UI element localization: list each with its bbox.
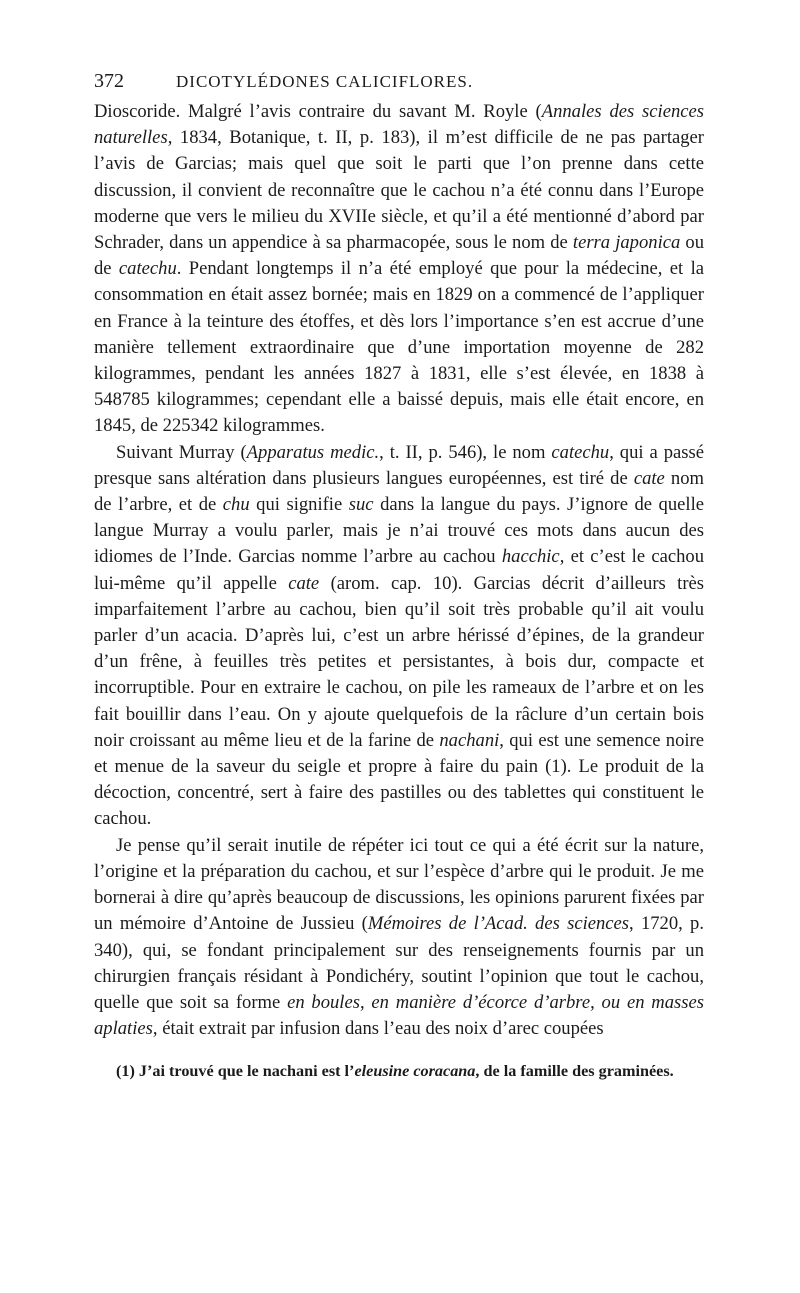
text-run: ou de: [94, 232, 704, 280]
italic-text: cate: [288, 572, 320, 594]
text-run: , de la famille des graminées.: [475, 1062, 674, 1081]
italic-text: catechu: [551, 441, 610, 463]
italic-text: Mémoires de l’Acad. des sciences: [367, 913, 630, 935]
text-run: Suivant Murray (: [116, 441, 247, 463]
text-run: Dioscoride. Malgré l’avis contraire du savant M. Royle (: [94, 101, 542, 122]
italic-text: en manière d’écorce d’arbre: [371, 991, 591, 1013]
text-run: dans la langue du pays. J’ignore de quelle langue Murray a voulu parler, mais je n’ai trouvé ces mots dans aucun des idiomes de l’Inde. Garcias nomme l’arbre au cachou: [94, 494, 704, 568]
text-run: ,: [590, 991, 602, 1013]
text-run: , 1834, Botanique, t. II, p. 183), il m’est difficile de ne pas partager l’avis de Garcias; mais quel que soit le parti que l’on prenne dans cette discussion, il convient de reconnaître que le cachou n’a été connu dans l’Europe moderne que vers le milieu du XVIIe siècle, et qu’il a été mentionné d’abord par Schrader, dans un appendice à sa pharmacopée, sous le nom de: [94, 127, 704, 254]
italic-text: catechu: [118, 258, 177, 280]
page-header: [94, 70, 704, 93]
text-run: , qui est une semence noire et menue de la saveur du seigle et propre à faire du pain (1). Le produit de la décoction, concentré, sert à faire des pastilles ou des tablettes qui constituent le cachou.: [94, 729, 704, 830]
italic-text: suc: [348, 494, 374, 516]
running-title: DICOTYLÉDONES CALICIFLORES.: [176, 72, 474, 91]
paragraph-1: [94, 99, 704, 440]
paragraph-2: [94, 440, 704, 833]
text-run: Je pense qu’il serait inutile de répéter ici tout ce qui a été écrit sur la nature, l’origine et la préparation du cachou, et sur l’espèce d’arbre qui le produit. Je me bornerai à dire qu’après beaucoup de discussions, les opinions parurent fixées par un mémoire d’Antoine de Jussieu (: [94, 834, 704, 935]
italic-text: ou en masses aplaties: [94, 991, 704, 1040]
italic-text: cate: [633, 467, 665, 489]
text-run: nom de l’arbre, et de: [94, 467, 704, 516]
text-run: ,: [359, 991, 372, 1013]
italic-text: hacchic: [501, 546, 560, 568]
footnote: [94, 1060, 704, 1082]
text-run: , qui a passé presque sans altération dans plusieurs langues européennes, est tiré de: [94, 441, 704, 489]
italic-text: terra japonica: [572, 232, 681, 254]
italic-text: Apparatus medic.: [246, 441, 380, 463]
body-text: [94, 99, 704, 1042]
text-run: . Pendant longtemps il n’a été employé que pour la médecine, et la consommation en était assez bornée; mais en 1829 on a commencé de l’appliquer en France à la teinture des étoffes, et dès lors l’importance s’en est accrue d’une manière tellement extraordinaire que d’une importation moyenne de 282 kilogrammes, pendant les années 1827 à 1831, elle s’est élevée, en 1838 à 548785 kilogrammes; cependant elle a baissé depuis, mais elle était encore, en 1845, de 225342 kilogrammes.: [94, 258, 704, 437]
text-run: qui signifie: [249, 494, 349, 516]
italic-text: en boules: [287, 991, 360, 1013]
italic-text: Annales des sciences naturelles: [94, 101, 705, 149]
italic-text: eleusine coracana: [354, 1062, 476, 1081]
text-run: , t. II, p. 546), le nom: [379, 441, 552, 463]
text-run: (arom. cap. 10). Garcias décrit d’ailleurs très imparfaitement l’arbre au cachou, bien qu’il soit très probable qu’il ait voulu parler d’un acacia. D’après lui, c’est un arbre hérissé d’épines, de la grandeur d’un frêne, à feuilles très petites et persistantes, à bois dur, compacte et incorruptible. Pour en extraire le cachou, on pile les rameaux de l’arbre et on les fait bouillir dans l’eau. On y ajoute quelquefois de la râclure d’un certain bois noir croissant au même lieu et de la farine de: [94, 572, 704, 751]
italic-text: chu: [222, 494, 250, 516]
text-run: , 1720, p. 340), qui, se fondant principalement sur des renseignements fournis par un chirurgien français résidant à Pondichéry, soutint l’opinion que tout le cachou, quelle que soit sa forme: [94, 913, 704, 1013]
text-run: , et c’est le cachou lui-même qu’il appelle: [94, 546, 704, 594]
text-run: , était extrait par infusion dans l’eau des noix d’arec coupées: [152, 1018, 604, 1040]
italic-text: nachani: [439, 729, 500, 751]
page-number: 372: [94, 70, 124, 92]
paragraph-3: [94, 833, 704, 1043]
text-run: (1) J’ai trouvé que le nachani est l’: [116, 1062, 355, 1081]
